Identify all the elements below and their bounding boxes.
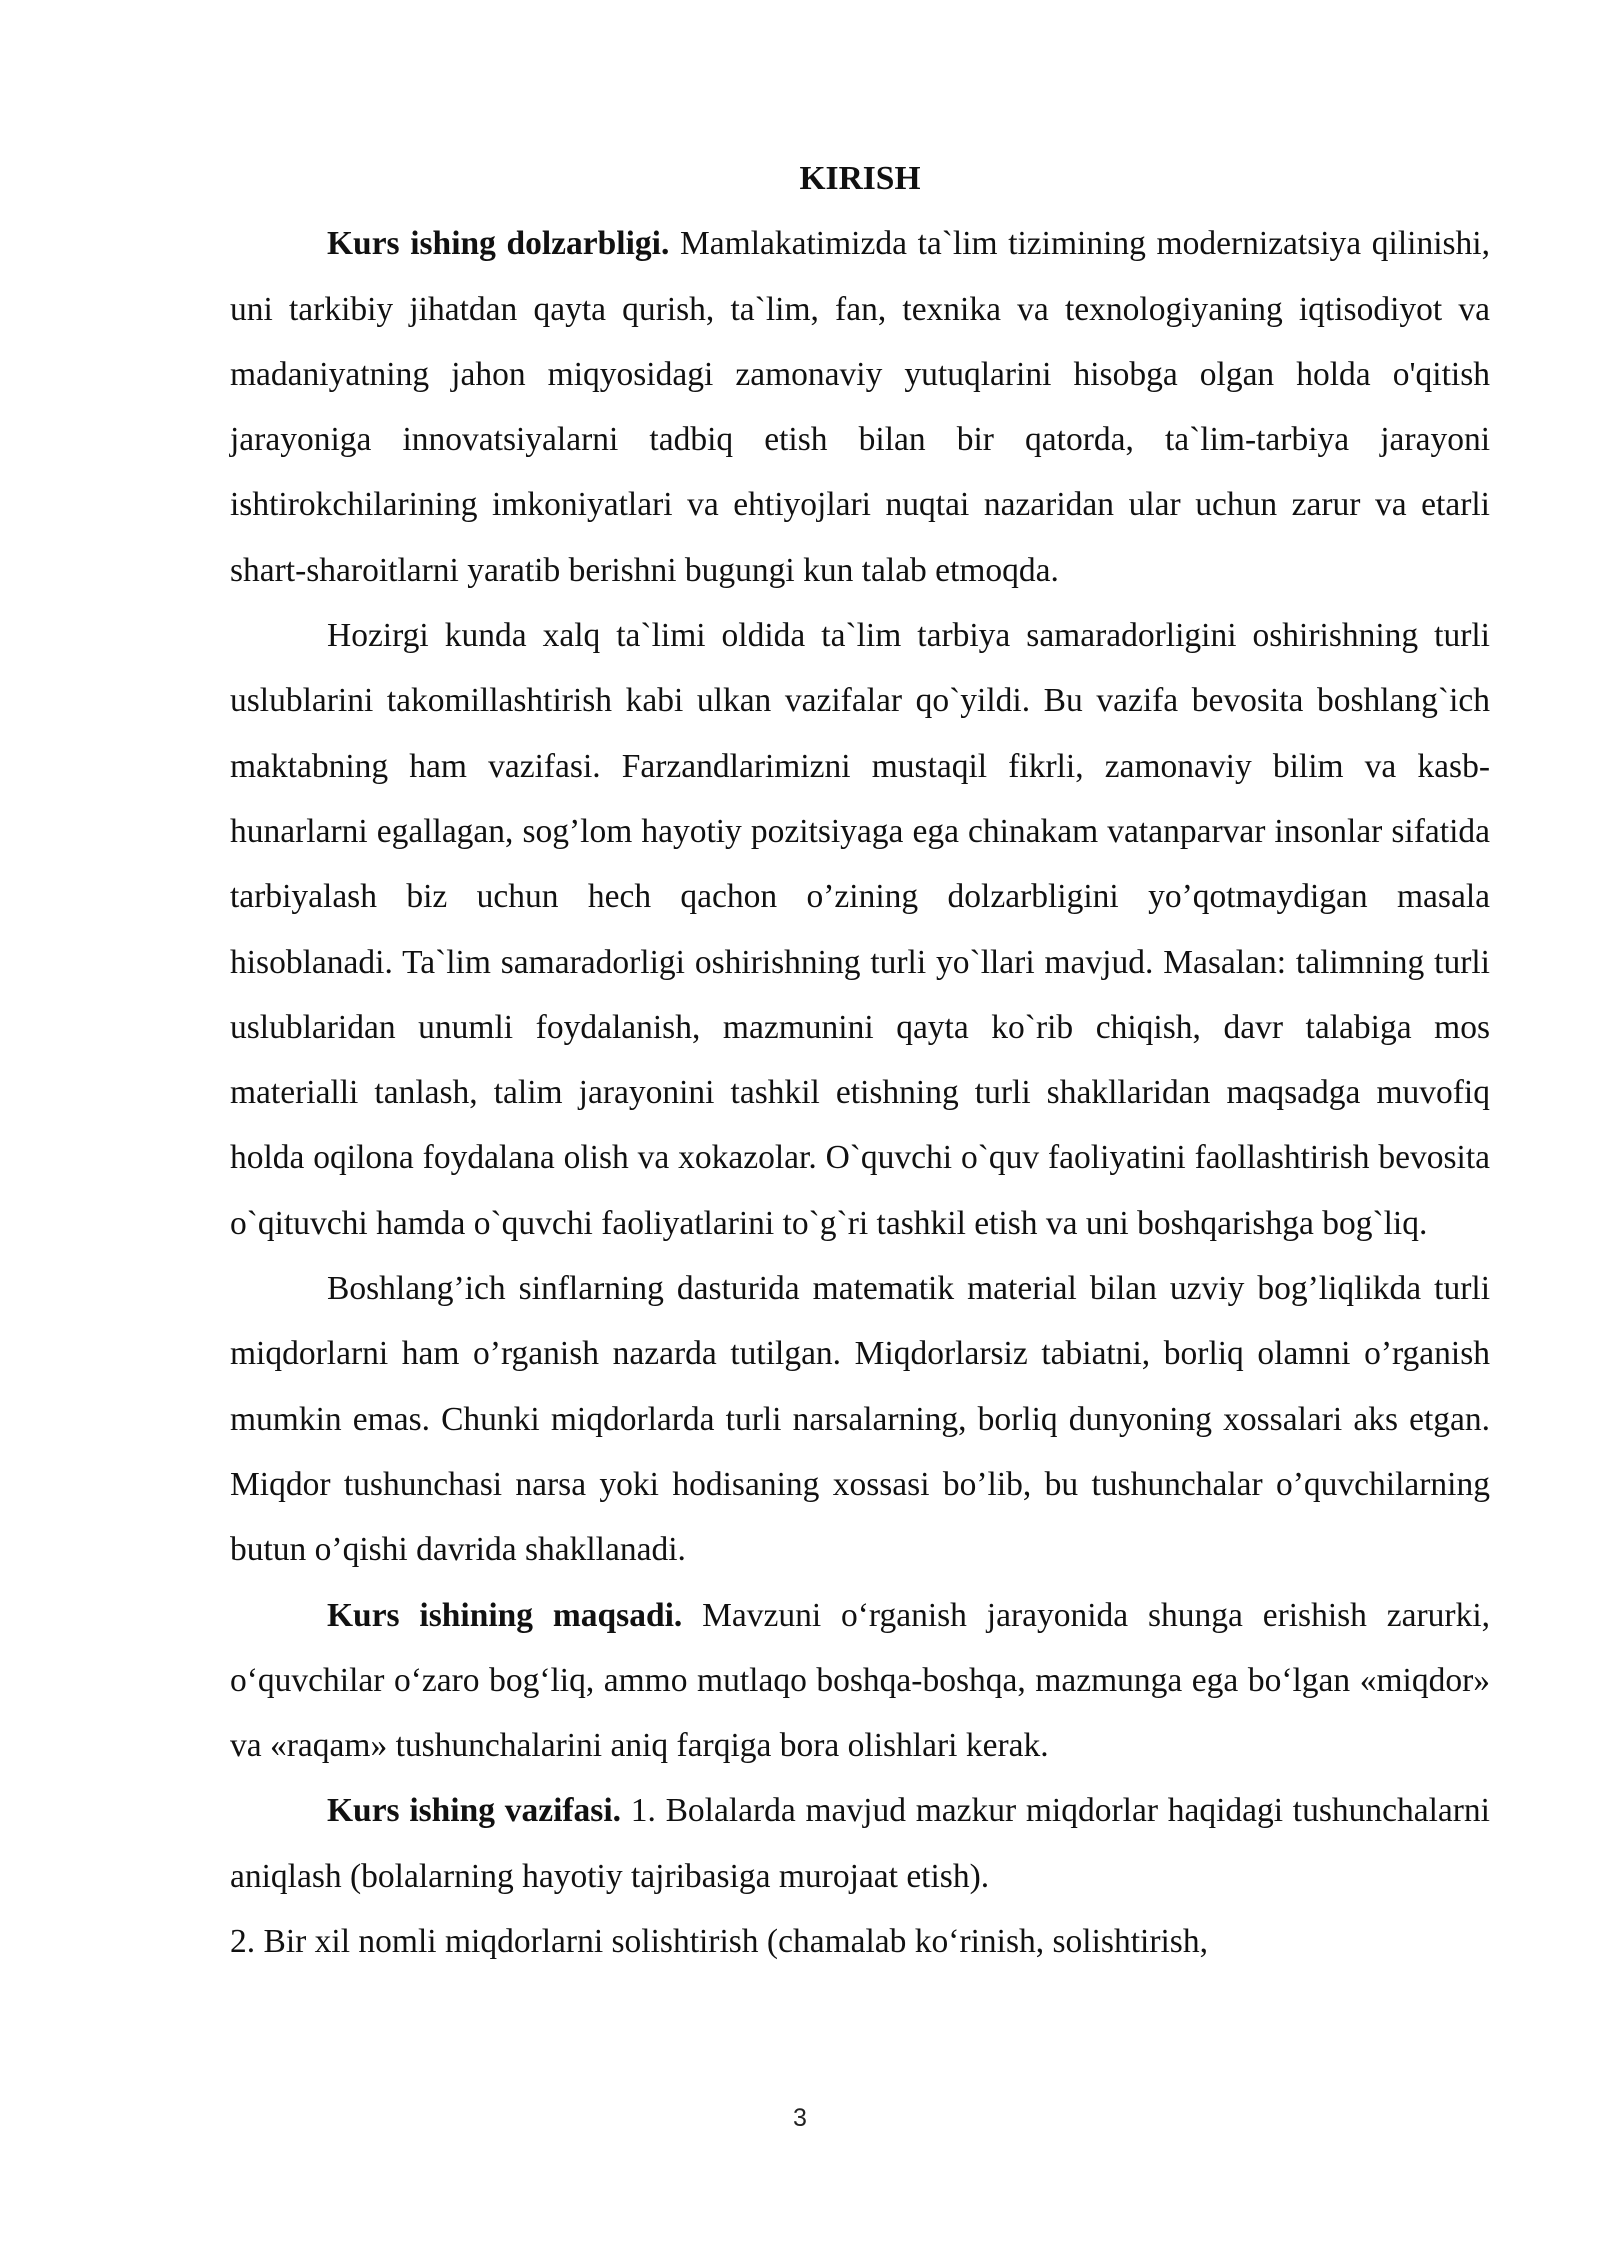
paragraph-text: 1. Bolalarda mavjud mazkur miqdorlar haqidagi tushunchalarni aniqlash (bolalarning hayotiy tajribasiga murojaat etish). (230, 1792, 1490, 1895)
paragraph-education (230, 603, 1490, 1256)
paragraph-quantities (230, 1256, 1490, 1582)
paragraph-goal (230, 1583, 1490, 1779)
paragraph-lead: Kurs ishining maqsadi. (327, 1596, 683, 1634)
paragraph-text: Mamlakatimizda ta`lim tizimining modernizatsiya qilinishi, uni tarkibiy jihatdan qayta qurish, ta`lim, fan, texnika va texnologiyaning iqtisodiyot va madaniyatning jahon miqyosidagi zamonaviy yutuqlarini hisobga olgan holda o'qitish jarayoniga innovatsiyalarni tadbiq etish bilan bir qatorda, ta`lim-tarbiya jarayoni ishtirokchilarining imkoniyatlari va ehtiyojlari nuqtai nazaridan ular uchun zarur va etarli shart-sharoitlarni yaratib berishni bugungi kun talab etmoqda. (230, 225, 1490, 589)
paragraph-tasks (230, 1778, 1490, 1909)
paragraph-lead: Kurs ishing vazifasi. (327, 1792, 621, 1830)
page-content (230, 146, 1490, 1974)
paragraph-relevance (230, 211, 1490, 603)
paragraph-lead: Kurs ishing dolzarbligi. (327, 225, 670, 263)
page-number: 3 (793, 2104, 807, 2132)
page-heading: KIRISH (799, 160, 921, 197)
paragraph-text: Boshlang’ich sinflarning dasturida matematik material bilan uzviy bog’liqlikda turli miqdorlarni ham o’rganish nazarda tutilgan. Miqdorlarsiz tabiatni, borliq olamni o’rganish mumkin emas. Chunki miqdorlarda turli narsalarning, borliq dunyoning xossalari aks etgan. Miqdor tushunchasi narsa yoki hodisaning xossasi bo’lib, bu tushunchalar o’quvchilarning butun o’qishi davrida shakllanadi. (230, 1270, 1490, 1569)
paragraph-text: Mavzuni o‘rganish jarayonida shunga erishish zarurki, o‘quvchilar o‘zaro bog‘liq, ammo mutlaqo boshqa-boshqa, mazmunga ega bo‘lgan «miqdor» va «raqam» tushunchalarini aniq farqiga bora olishlari kerak. (230, 1596, 1490, 1765)
paragraph-text: Hozirgi kunda xalq ta`limi oldida ta`lim tarbiya samaradorligini oshirishning turli uslublarini takomillashtirish kabi ulkan vazifalar qo`yildi. Bu vazifa bevosita boshlang`ich maktabning ham vazifasi. Farzandlarimizni mustaqil fikrli, zamonaviy bilim va kasb-hunarlarni egallagan, sog’lom hayotiy pozitsiyaga ega chinakam vatanparvar insonlar sifatida tarbiyalash biz uchun hech qachon o’zining dolzarbligini yo’qotmaydigan masala hisoblanadi. Ta`lim samaradorligi oshirishning turli yo`llari mavjud. Masalan: talimning turli uslublaridan unumli foydalanish, mazmunini qayta ko`rib chiqish, davr talabiga mos materialli tanlash, talim jarayonini tashkil etishning turli shakllaridan maqsadga muvofiq holda oqilona foydalana olish va xokazolar. O`quvchi o`quv faoliyatini faollashtirish bevosita o`qituvchi hamda o`quvchi faoliyatlarini to`g`ri tashkil etish va uni boshqarishga bog`liq. (230, 617, 1490, 1242)
task-list-item: 2. Bir xil nomli miqdorlarni solishtirish (chamalab ko‘rinish, solishtirish, (230, 1923, 1208, 1961)
